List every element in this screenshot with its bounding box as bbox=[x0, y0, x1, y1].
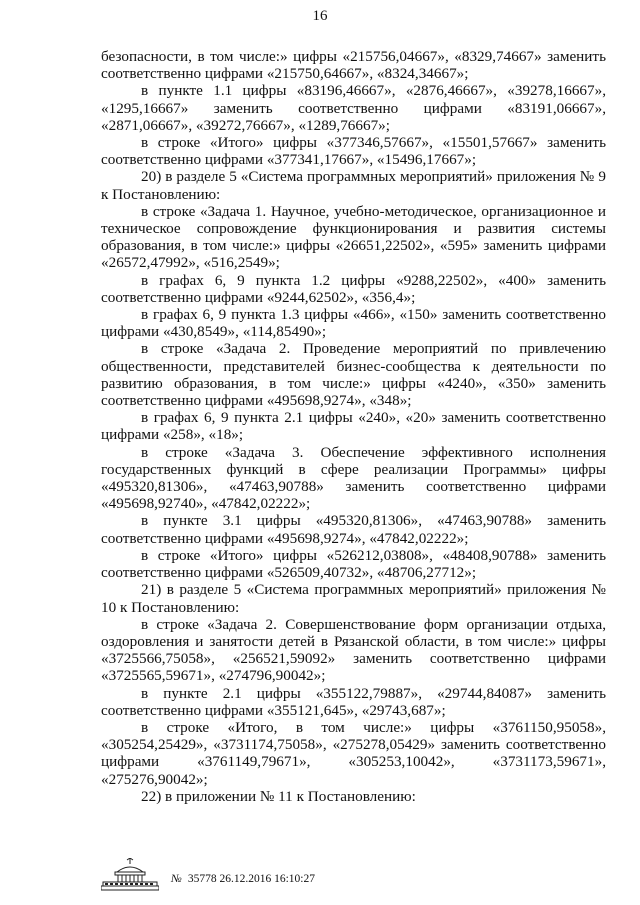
paragraph: в строке «Итого, в том числе:» цифры «3761150,95058», «305254,25429», «3731174,75058», «275278,05429» заменить соответственно цифрами «3761149,79671», «305253,10042», «3731173,59671», «275276,90042»; bbox=[101, 718, 606, 788]
paragraph: в строке «Задача 2. Проведение мероприятий по привлечению общественности, представителей бизнес-сообщества к деятельности по развитию образования, в том числе:» цифры «4240», «350» заменить соответственно цифрами «495698,9274», «348»; bbox=[101, 340, 606, 410]
number-sign: № bbox=[171, 873, 182, 885]
paragraph: в строке «Задача 3. Обеспечение эффективного исполнения государственных функций в сфере реализации Программы» цифры «495320,81306», «47463,90788» заменить соответственно цифрами «495698,92740», «47842,02222»; bbox=[101, 443, 606, 513]
paragraph: в графах 6, 9 пункта 2.1 цифры «240», «20» заменить соответственно цифрами «258», «18»; bbox=[101, 409, 606, 444]
document-body bbox=[101, 48, 606, 805]
paragraph: в графах 6, 9 пункта 1.3 цифры «466», «150» заменить соответственно цифрами «430,8549», «114,85490»; bbox=[101, 306, 606, 341]
government-building-logo bbox=[101, 858, 159, 892]
document-footer bbox=[101, 858, 315, 892]
paragraph: в пункте 1.1 цифры «83196,46667», «2876,46667», «39278,16667», «1295,16667» заменить соответственно цифрами «83191,06667», «2871,06667», «39272,76667», «1289,76667»; bbox=[101, 82, 606, 134]
paragraph: 22) в приложении № 11 к Постановлению: bbox=[141, 787, 416, 805]
paragraph: в строке «Задача 2. Совершенствование форм организации отдыха, оздоровления и занятости детей в Рязанской области, в том числе:» цифры «3725566,75058», «256521,59092» заменить соответственно цифрами «3725565,59671», «274796,90042»; bbox=[101, 615, 606, 685]
paragraph: в строке «Итого» цифры «526212,03808», «48408,90788» заменить соответственно цифрами «526509,40732», «48706,27712»; bbox=[101, 546, 606, 582]
paragraph: в пункте 3.1 цифры «495320,81306», «47463,90788» заменить соответственно цифрами «495698,9274», «47842,02222»; bbox=[101, 512, 606, 547]
document-number: 35778 bbox=[187, 873, 217, 885]
paragraph: 20) в разделе 5 «Система программных мероприятий» приложения № 9 к Постановлению: bbox=[101, 168, 606, 203]
paragraph: в графах 6, 9 пункта 1.2 цифры «9288,22502», «400» заменить соответственно цифрами «9244,62502», «356,4»; bbox=[101, 271, 606, 306]
paragraph: безопасности, в том числе:» цифры «215756,04667», «8329,74667» заменить соответственно цифрами «215750,64667», «8324,34667»; bbox=[101, 48, 606, 83]
paragraph: в пункте 2.1 цифры «355122,79887», «29744,84087» заменить соответственно цифрами «355121,645», «29743,687»; bbox=[101, 684, 606, 719]
registration-datetime: 26.12.2016 16:10:27 bbox=[219, 873, 315, 885]
paragraph: в строке «Итого» цифры «377346,57667», «15501,57667» заменить соответственно цифрами «377341,17667», «15496,17667»; bbox=[101, 134, 606, 169]
registration-stamp bbox=[171, 872, 315, 892]
page-number: 16 bbox=[312, 8, 328, 24]
paragraph: 21) в разделе 5 «Система программных мероприятий» приложения № 10 к Постановлению: bbox=[101, 581, 606, 616]
paragraph: в строке «Задача 1. Научное, учебно-методическое, организационное и техническое сопровождение функционирования и развития системы образования, в том числе:» цифры «26651,22502», «595» заменить цифрами «26572,47992», «516,2549»; bbox=[101, 202, 606, 272]
